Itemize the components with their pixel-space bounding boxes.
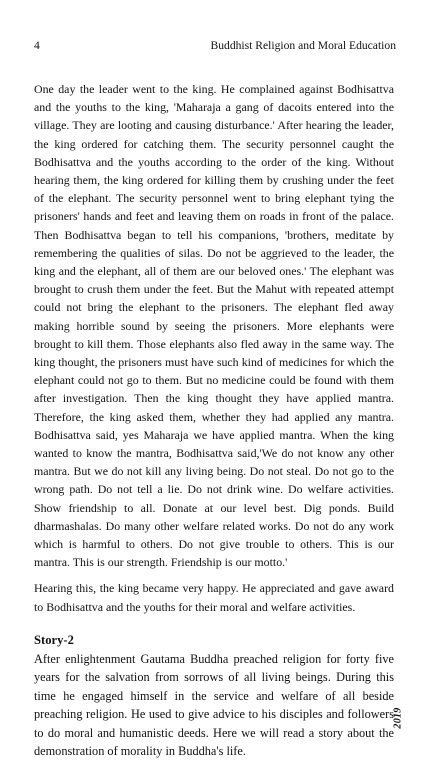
- year-text: 2019: [392, 707, 404, 729]
- page-header: [34, 38, 396, 54]
- page-number: 4: [34, 39, 40, 52]
- story-heading: Story-2: [34, 632, 74, 647]
- page-content: [34, 80, 394, 760]
- story-paragraph: After enlightenment Gautama Buddha preached religion for forty five years for the salvation from sorrows of all living beings. During this time he engaged himself in the service and welfare of all beside preaching religion. He used to give advice to his disciples and followers to do moral and humanistic deeds. Here we will read a story about the demonstration of morality in Buddha's life.: [34, 651, 394, 758]
- body-paragraph-1: One day the leader went to the king. He complained against Bodhisattva and the youths to the king, 'Maharaja a gang of dacoits entered into the village. They are looting and causing disturbance.' After hearing the leader, the king ordered for catching them. The security personnel caught the Bodhisattva and the youths according to the order of the king. Without hearing them, the king ordered for killing them by crushing under the feet of the elephant. The security personnel went to bring elephant tying the prisoners' hands and feet and leaving them on roads in front of the palace. Then Bodhisattva began to tell his companions, 'brothers, meditate by remembering the qualities of silas. Do not be aggrieved to the leader, the king and the elephant, all of them are our beloved ones.' The elephant was brought to crush them under the feet. But the Mahut with repeated attempt could not bring the elephant to the prisoners. The elephant fled away making horrible sound by seeing the prisoners. More elephants were brought to kill them. Those elephants also fled away in the same way. The king thought, the prisoners must have such kind of medicines for which the elephant could not go to them. But no medicine could be found with them after investigation. Then the king thought they have applied mantra. Therefore, the king asked them, whether they had applied any mantra. Bodhisattva said, yes Maharaja we have applied mantra. When the king wanted to know the mantra, Bodhisattva said,'We do not know any other mantra. But we do not kill any living being. Do not steal. Do not go to the wrong path. Do not tell a lie. Do not drink wine. Do welfare activities. Show friendship to all. Donate at our level best. Dig ponds. Build dharmashalas. Do many other welfare related works. Do not do any work which is harmful to others. Do not give trouble to others. This is our mantra. This is our strength. Friendship is our motto.': [34, 82, 394, 570]
- running-title: Buddhist Religion and Moral Education: [210, 39, 396, 52]
- body-paragraph-2: Hearing this, the king became very happy. He appreciated and gave award to Bodhisattva and the youths for their moral and welfare activities.: [34, 581, 394, 614]
- year-margin-label: [392, 698, 404, 738]
